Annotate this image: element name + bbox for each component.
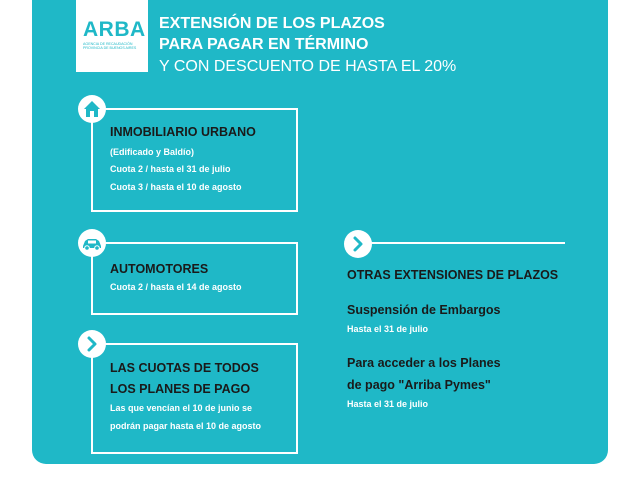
cuotas-heading-2: LOS PLANES DE PAGO	[110, 382, 251, 396]
planes-title-1: Para acceder a los Planes	[347, 356, 501, 370]
inmobiliario-box	[91, 108, 298, 212]
title-line-1: EXTENSIÓN DE LOS PLAZOS	[159, 15, 385, 32]
house-icon	[78, 95, 106, 123]
automotores-heading: AUTOMOTORES	[110, 262, 209, 276]
inmobiliario-line-2: Cuota 3 / hasta el 10 de agosto	[110, 182, 242, 192]
logo-subtext: AGENCIA DE RECAUDACIÓN PROVINCIA DE BUENOS AIRES	[83, 42, 137, 51]
car-circle	[78, 229, 106, 257]
car-icon	[78, 229, 106, 257]
chevron-right-icon	[344, 230, 372, 258]
otras-heading: OTRAS EXTENSIONES DE PLAZOS	[347, 268, 559, 282]
logo-text: ARBA	[83, 18, 146, 41]
title-line-3: Y CON DESCUENTO DE HASTA EL 20%	[159, 58, 457, 75]
planes-date: Hasta el 31 de julio	[347, 399, 429, 409]
embargos-date: Hasta el 31 de julio	[347, 324, 429, 334]
cuotas-box	[91, 343, 298, 454]
automotores-line-1: Cuota 2 / hasta el 14 de agosto	[110, 282, 242, 292]
cuotas-heading-1: LAS CUOTAS DE TODOS	[110, 361, 259, 375]
inmobiliario-line-1: Cuota 2 / hasta el 31 de julio	[110, 164, 231, 174]
planes-title-2: de pago "Arriba Pymes"	[347, 378, 491, 392]
cuotas-line-1: Las que vencían el 10 de junio se	[110, 403, 253, 413]
arba-logo	[76, 0, 148, 72]
inmobiliario-sub: (Edificado y Baldío)	[110, 147, 195, 157]
embargos-title: Suspensión de Embargos	[347, 303, 501, 317]
chevron-right-icon	[78, 330, 106, 358]
house-circle	[78, 95, 106, 123]
inmobiliario-heading: INMOBILIARIO URBANO	[110, 125, 256, 139]
automotores-box	[91, 242, 298, 315]
chevron-circle-cuotas	[78, 330, 106, 358]
cuotas-line-2: podrán pagar hasta el 10 de agosto	[110, 421, 262, 431]
title-line-2: PARA PAGAR EN TÉRMINO	[159, 36, 369, 53]
chevron-circle-otras	[344, 230, 372, 258]
otras-divider	[370, 242, 565, 244]
